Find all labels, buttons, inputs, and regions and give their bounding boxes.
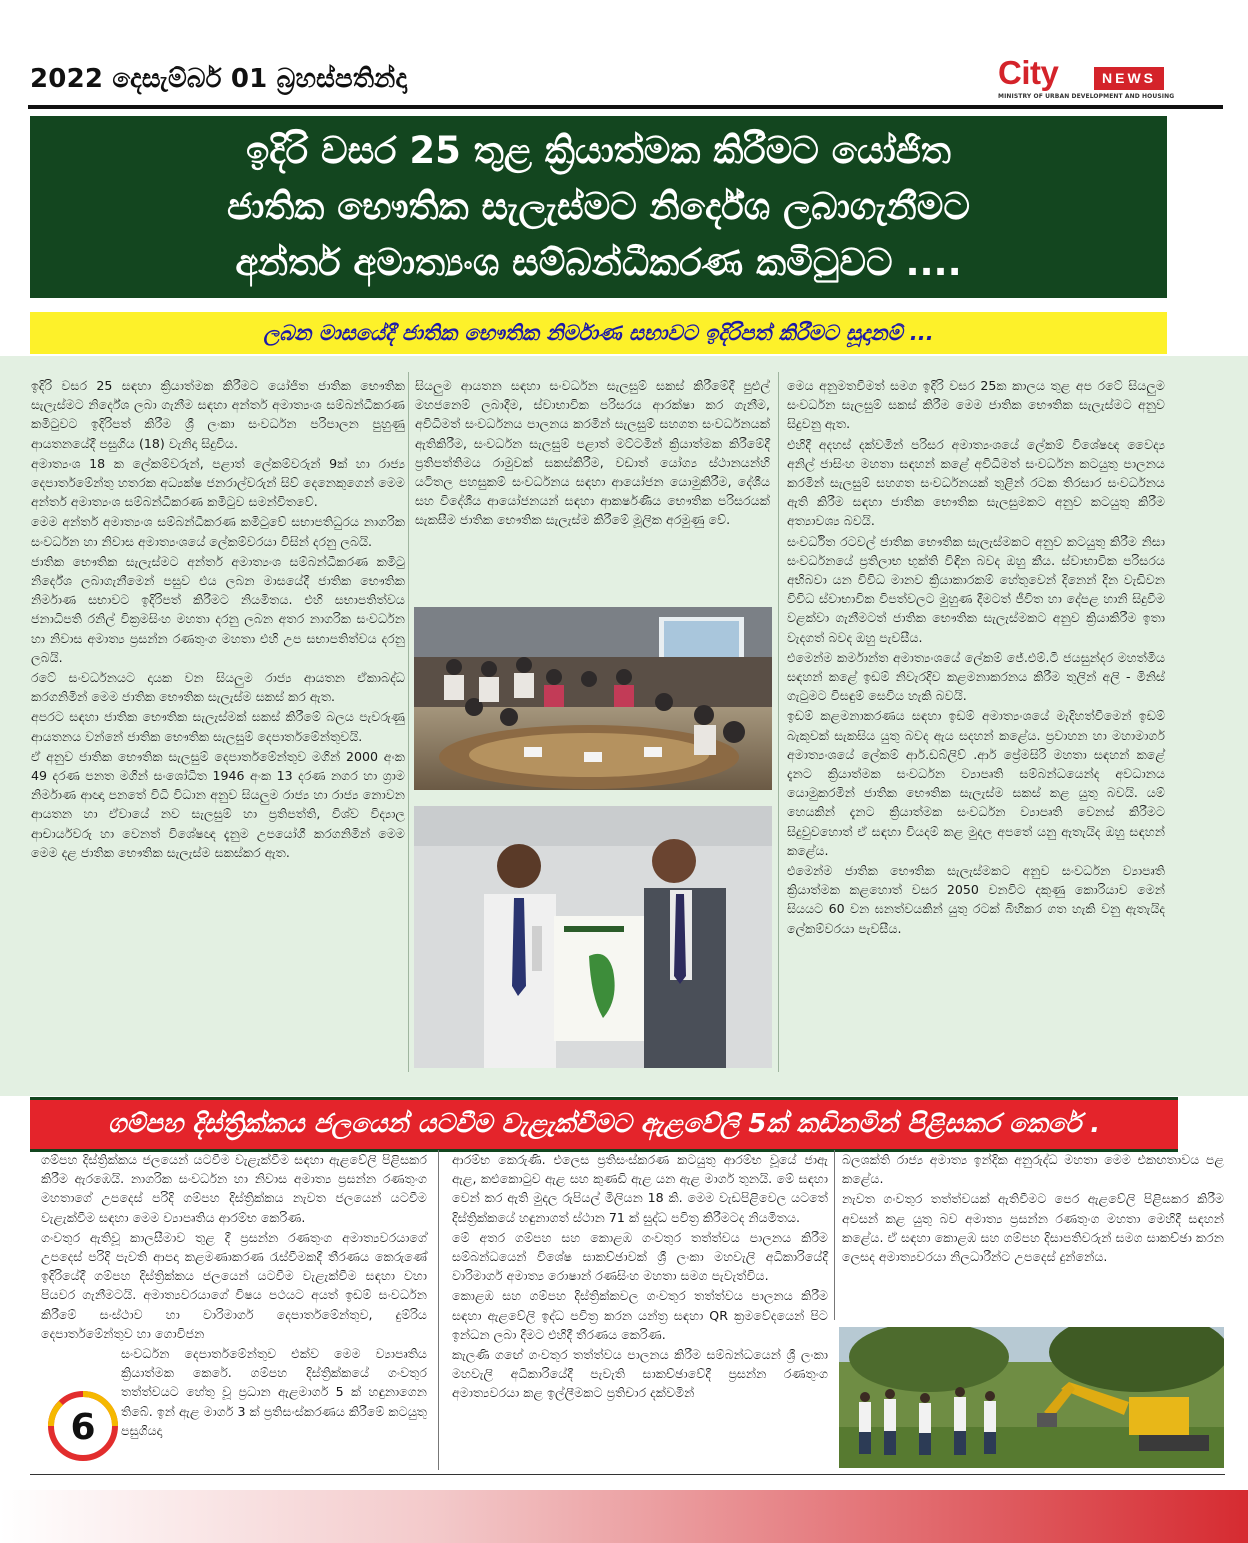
paragraph: සංවර්ධිත රටවල් ජාතික භෞතික සැලැස්මකට අනුව කටයුතු කිරීම නිසා සංවර්ධනයේ ප්‍රතිලාභ භුක්ති විඳින බවද ඔහු කීය. ස්වාභාවික පරිසරය අභිබවා යන විවිධ මානව ක්‍රියාකාරකම් හේතුවෙන් දිනෙන් දින වැඩිවන විවිධ ස්වාභාවික විපත්වලට මුහුණ දීමටත් ජීවිත හා දේපළ හානි සිදුවීම වළක්වා ගැනීමටත් ජාතික භෞතික සැලැස්මකට අනුව ක්‍රියාකිරීම ඉතා වැදගත් බවද ඔහු පැවසීය. (787, 533, 1165, 645)
subheadline: ලබන මාසයේදී ජාතික භෞතික නිර්මාණ සභාවට ඉදිරිපත් කිරීමට සූදානම් ... (263, 321, 934, 345)
excavator-photo-art (839, 1327, 1224, 1468)
lead-column-2 (415, 376, 770, 531)
logo-news-text: NEWS (1094, 67, 1164, 90)
column-divider (438, 1150, 439, 1470)
paragraph: බලශක්ති රාජ්‍ය අමාත්‍ය ඉන්දික අනුරුද්ධ මහතා මෙම එකඟතාවය පළ කළේය. (842, 1152, 1224, 1187)
footer-gradient (0, 1490, 1248, 1543)
headline-line-1: ඉදිරි වසර 25 තුළ ක්‍රියාත්මක කිරීමට යෝජිත (246, 129, 951, 172)
headline-line-2: ජාතික භෞතික සැලැස්මට නිර්දේශ ලබාගැනීමට (227, 185, 970, 228)
meeting-photo (414, 607, 772, 790)
paragraph: ආරම්භ කෙරුණි. එලෙස ප්‍රතිසංස්කරණ කටයුතු ආරම්භ වූයේ ජාඇ ඇළ, කළුකොටුව ඇළ සහ කුණඩි ඇළ යන ඇළ මාර්ග තුනයි. මේ සඳහා වෙන් කර ඇති මුදල රුපියල් මිලියන 18 කි. මෙම වැඩපිළිවෙල යටතේ දිස්ත්‍රික්කයේ හඳුනාගත් ස්ථාන 71 ක් සුද්ධ පවිත්‍ර කිරීමටද නියමිතය. (452, 1152, 828, 1225)
logo-city-text: City (998, 54, 1059, 91)
paragraph: අපරට සඳහා ජාතික භෞතික සැලැස්මක් සකස් කිරීමේ බලය පැවරුණු ආයතනය වන්නේ ජාතික භෞතික සැලසුම් දෙපාර්තමේන්තුවයි. (31, 709, 405, 744)
footer-divider (30, 1474, 1225, 1475)
column-divider (778, 372, 779, 1072)
paragraph: කැලණි ගඟේ ගංවතුර තත්ත්වය පාලනය කිරීම සම්බන්ධයෙන් ශ්‍රී ලංකා මහවැලි අධිකාරියේදී පැවැති සාකච්ඡාවේදී ප්‍රසන්න රණතුංග අමාත්‍යවරයා කළ ඉල්ලීමකට ප්‍රතිචාර දක්වමින් (452, 1347, 828, 1401)
handover-photo-art (414, 806, 772, 1068)
lead-headline (30, 116, 1167, 298)
paragraph: එහිදී අදහස් දක්වමින් පරිසර අමාත්‍යංශයේ ලේකම් විශේෂඥ වෛද්‍ය අනිල් ජාසිංහ මහතා සඳහන් කළේ අවිධිමත් සංවර්ධන කටයුතු පාලනය කරමින් සැලසුම් සහගත සංවර්ධනයක් තුළින් රටක තිරසාර සංවර්ධනය ඇති කිරීම සඳහා ජාතික භෞතික සැලසුමකට අනුව කටයුතු කිරීම අත්‍යාවශ්‍ය බවයි. (787, 436, 1165, 529)
paragraph: එමෙන්ම කර්මාන්ත අමාත්‍යංශයේ ලේකම් ජේ.එම්.ටී ජයසුන්දර මහත්මිය සඳහන් කළේ ඉඩම් නිවැරදිව කළමනාකරනය කිරීම තුලින් අලි - මිනිස් ගැටුමට විසඳුම් සෙවිය හැකි බවයි. (787, 649, 1165, 704)
paragraph: ගම්පහ දිස්ත්‍රික්කය ජලයෙන් යටවීම වැළැක්වීම සඳහා ඇළවේලි පිළිසකර කිරීම ඇරඹෙයි. නාගරික සංවර්ධන හා නිවාස අමාත්‍ය ප්‍රසන්න රණතුංග මහතාගේ උපදෙස් පරිදි ගම්පහ දිස්ත්‍රික්කය නැවත ජලයෙන් යටවීම වැළැක්වීම සඳහා මෙම ව්‍යාපෘතිය ආරම්භ කෙරිණ. (41, 1152, 427, 1225)
city-news-logo (998, 54, 1188, 106)
lead-column-3 (787, 376, 1165, 939)
page-number-ring (47, 1390, 119, 1462)
header-divider (28, 105, 1223, 109)
paragraph: ඉදිරි වසර 25 සඳහා ක්‍රියාත්මක කිරීමට යෝජිත ජාතික භෞතික සැලැස්මට නිර්දේශ ලබා ගැනීම සඳහා අන්තර් අමාත්‍යංශ සම්බන්ධීකරණ කමිටුවට ඉදිරිපත් කිරීම ශ්‍රී ලංකා සංවර්ධන පරිපාලන පුහුණු ආයතනයේදී පසුගිය (18) වැනිදා සිදුවිය. (31, 378, 405, 451)
paragraph: නැවත ගංවතුර තත්ත්වයක් ඇතිවීමට පෙර ඇළවේලි පිළිසකර කිරීම අවසන් කළ යුතු බව අමාත්‍ය ප්‍රසන්න රණතුංග මහතා මෙහිදී සඳහන් කළේය. ඒ සඳහා කොළඹ සහ ගම්පහ දිසාපතිවරුන් සමග සාකච්ඡා කරන ලෙසද අමාත්‍යවරයා නිලධාරීන්ට උපදෙස් දුන්නේය. (842, 1191, 1224, 1265)
paragraph: සංවර්ධන දෙපාර්තමේන්තුව එක්ව මෙම ව්‍යාපෘතිය ක්‍රියාත්මක කෙරේ. ගම්පහ දිස්ත්‍රික්කයේ ගංවතුර තත්ත්වයට හේතු වූ ප්‍රධාන ඇළමාර්ග 5 ක් හඳුනාගෙන තිබේ. ඉන් ඇළ මාර්ග 3 ක් ප්‍රතිසංස්කරණය කිරීමේ කටයුතු පසුගියදා (121, 1346, 427, 1438)
logo-ministry-text: MINISTRY OF URBAN DEVELOPMENT AND HOUSING (998, 93, 1175, 100)
paragraph: සියලුම ආයතන සඳහා සංවර්ධන සැලසුම් සකස් කිරීමේදී පුළුල් මහජනෙම් ලබාදීම, ස්වාභාවික පරිසරය ආරක්ෂා කර ගැනීම, අවිධිමත් සංවර්ධනය පාලනය කරමින් සැලසුම් සහගත සංවර්ධනයක් ඇතිකිරීම, සංවර්ධන සැලසුම් පළාත් මට්ටමින් ක්‍රියාත්මක කිරීමේදී ප්‍රතිපත්තිමය රාමුවක් සකස්කිරීම, වඩාත් යෝග්‍ය ස්ථානයන්හි යටිතල පහසුකම් සංවර්ධනය සඳහා ආයෝජන යොමුකිරීම, දේශීය සහ විදේශීය ආයෝජනයන් සඳහා ආකර්ෂණීය භෞතික පරිසරයක් සැකසීම ජාතික භෞතික සැලැස්ම කිරීමේ මූලික අරමුණු වේ. (415, 378, 770, 528)
column-divider (834, 1150, 835, 1320)
paragraph: මේ අතර ගම්පහ සහ කොළඹ ගංවතුර තත්ත්වය පාලනය කිරීම සම්බන්ධයෙන් විශේෂ සාකච්ඡාවක් ශ්‍රී ලංකා මහවැලි අධිකාරියේදී වාරිමාර්ග අමාත්‍ය රොෂාන් රණසිංහ මහතා සමග පැවැත්විය. (452, 1229, 828, 1284)
paragraph: කොළඹ සහ ගම්පහ දිස්ත්‍රික්කවල ගංවතුර තත්ත්වය පාලනය කිරීම සඳහා ඇළවේලි ඉද්ධ පවිත්‍ර කරන යන්ත්‍ර සඳහා QR ක්‍රමවේදයෙන් පිට ඉන්ධන ලබා දීමට එහිදී තීරණය කෙරිණ. (452, 1288, 828, 1342)
paragraph: ඒ අනුව ජාතික භෞතික සැලසුම් දෙපාර්තමේන්තුව මගින් 2000 අංක 49 දරණ පනත මගින් සංශෝධිත 1946 අංක 13 දරණ නගර හා ග්‍රාම නිර්මාණ ආඥා පනතේ විධි විධාන අනුව සියලුම රාජ්‍ය හා රාජ්‍ය නොවන ආයතන හා ඒවායේ නව සැලසුම් හා ප්‍රතිපත්ති, විශ්ව විද්‍යාල ආචාර්යවරු හා වෙනත් විශේෂඥ දැනුම උපයෝගී කරගනිමින් මෙම මෙම දළ ජාතික භෞතික සැලැස්ම සකස්කර ඇත. (31, 748, 405, 860)
meeting-photo-art (414, 607, 772, 790)
paragraph: මෙම අන්තර් අමාත්‍යංශ සම්බන්ධීකරණ කමිටුවේ සභාපතිධුරය නාගරික සංවර්ධන හා නිවාස අමාත්‍යංශයේ ලේකම්වරයා විසින් දරනු ලබයි. (31, 514, 405, 549)
page-number-badge (47, 1390, 119, 1462)
column-divider (408, 372, 409, 1072)
page-number: 6 (70, 1407, 96, 1448)
paragraph: ජාතික භෞතික සැලැස්මට අන්තර් අමාත්‍යංශ සම්බන්ධීකරණ කමිටු නිර්දේශ ලබාගැනීමෙන් පසුව එය ලබන මාසයේදී ජාතික භෞතික නිර්මාණ සභාවට ඉදිරිපත් කිරීමට නියමිතය. එහි සභාපතිත්වය ජනාධිපති රනිල් වික්‍රමසිංහ මහතා දරනු ලබන අතර නාගරික සංවර්ධන හා නිවාස අමාත්‍ය ප්‍රසන්න රණතුංග මහතා එහි උප සභාපතිත්වය දරනු ලබයි. (31, 553, 405, 665)
paragraph: ඉඩම් කළමනාකරණය සඳහා ඉඩම් අමාත්‍යංශයේ මැදිහත්වීමෙන් ඉඩම් බැකුවක් සැකසිය යුතු බවද ඇය සදහන් කළේය. ප්‍රවාහන හා මහාමාර්ග අමාත්‍යංශයේ ලේකම් ආර්.ඩබ්ලිව් .ආර් ප්‍රේමසිරි මහතා සඳහන් කළේ දැනට ක්‍රියාත්මක සංවර්ධන ව්‍යාපෘති සම්බන්ධයෙන්ද අවධානය යොමුකරමින් ජාතික භෞතික සැලැස්ම සකස් කළ යුතු බවයි. යම් හෙයකින් දැනට ක්‍රියාත්මක සංවර්ධන ව්‍යාපෘති වෙනස් කිරීමට සිදුවුවහොත් ඒ සඳහා වියදම් කළ මුදල අපතේ යනු ඇතැයිද ඔහු සඳහන් කළේය. (787, 708, 1165, 858)
second-headline: ගම්පහ දිස්ත්‍රික්කය ජලයෙන් යටවීම වැළැක්වීමට ඇළවේලි 5ක් කඩිනමින් පිළිසකර කෙරේ . (107, 1109, 1101, 1139)
paragraph: අමාත්‍යංශ 18 ක ලේකම්වරුන්, පළාත් ලේකම්වරුන් 9ක් හා රාජ්‍ය දෙපාර්තමේන්තු හතරක අධ්‍යක්ෂ ජනරාල්වරුන් සිව් දෙනෙකුගෙන් මෙම අන්තර් අමාත්‍යංශ සම්බන්ධීකරණ කමිටුව සමන්විතවේ. (31, 455, 405, 510)
paragraph: එමෙන්ම ජාතික භෞතික සැලැස්මකට අනුව සංවර්ධන ව්‍යාපෘති ක්‍රියාත්මක කළහොත් වසර 2050 වනවිට දකුණු කොරියාව මෙන් සියයට 60 වන ඝනත්වයකින් යුතු රටක් බිහිකර ගත හැකි වනු ඇතැයිද ලේකම්වරයා පැවසීය. (787, 863, 1165, 936)
paragraph: රටේ සංවර්ධනයට දායක වන සියලුම රාජ්‍ය ආයතන ඒකාබද්ධ කරගනිමින් මෙම ජාතික භෞතික සැලැස්ම සකස් කර ඇත. (31, 670, 405, 705)
excavator-photo (839, 1327, 1224, 1468)
headline-line-3: අන්තර් අමාත්‍යංශ සම්බන්ධීකරණ කමිටුවට .... (235, 241, 962, 284)
issue-date: 2022 දෙසැම්බර් 01 බ්‍රහස්පතින්දා (30, 64, 408, 94)
second-column-2 (452, 1150, 828, 1404)
handover-photo (414, 806, 772, 1068)
paragraph: මෙය අනුමතවීමත් සමග ඉදිරි වසර 25ක කාලය තුළ අප රටේ සියලුම සංවර්ධන සැලසුම් සකස් කිරීම මෙම ජාතික භෞතික සැලැස්මට අනුව සිදුවනු ඇත. (787, 378, 1165, 432)
lead-column-1 (31, 376, 405, 863)
paragraph: ගංවතුර ඇතිවූ කාලසීමාව තුළ දී ප්‍රසන්න රණතුංග අමාත්‍යවරයාගේ උපදෙස් පරිදි පැවති ආපදා කළමණාකරණ රැස්වීමකදී තීරණය කෙරුණේ ඉදිරියේදී ගම්පහ දිස්ත්‍රික්කය ජලයෙන් යටවීම වැළැක්වීම සඳහා වහා පියවර ගැනීමටයි. අමාත්‍යවරයාගේ විෂය පථයට අයත් ඉඩම් සංවර්ධන කිරීමේ සංස්ථාව හා වාරිමාර්ග දෙපාර්තමේන්තුව, දුම්රිය දෙපාර්තමේන්තුව හා ගොවිජන (41, 1229, 427, 1341)
second-column-3 (842, 1150, 1224, 1267)
